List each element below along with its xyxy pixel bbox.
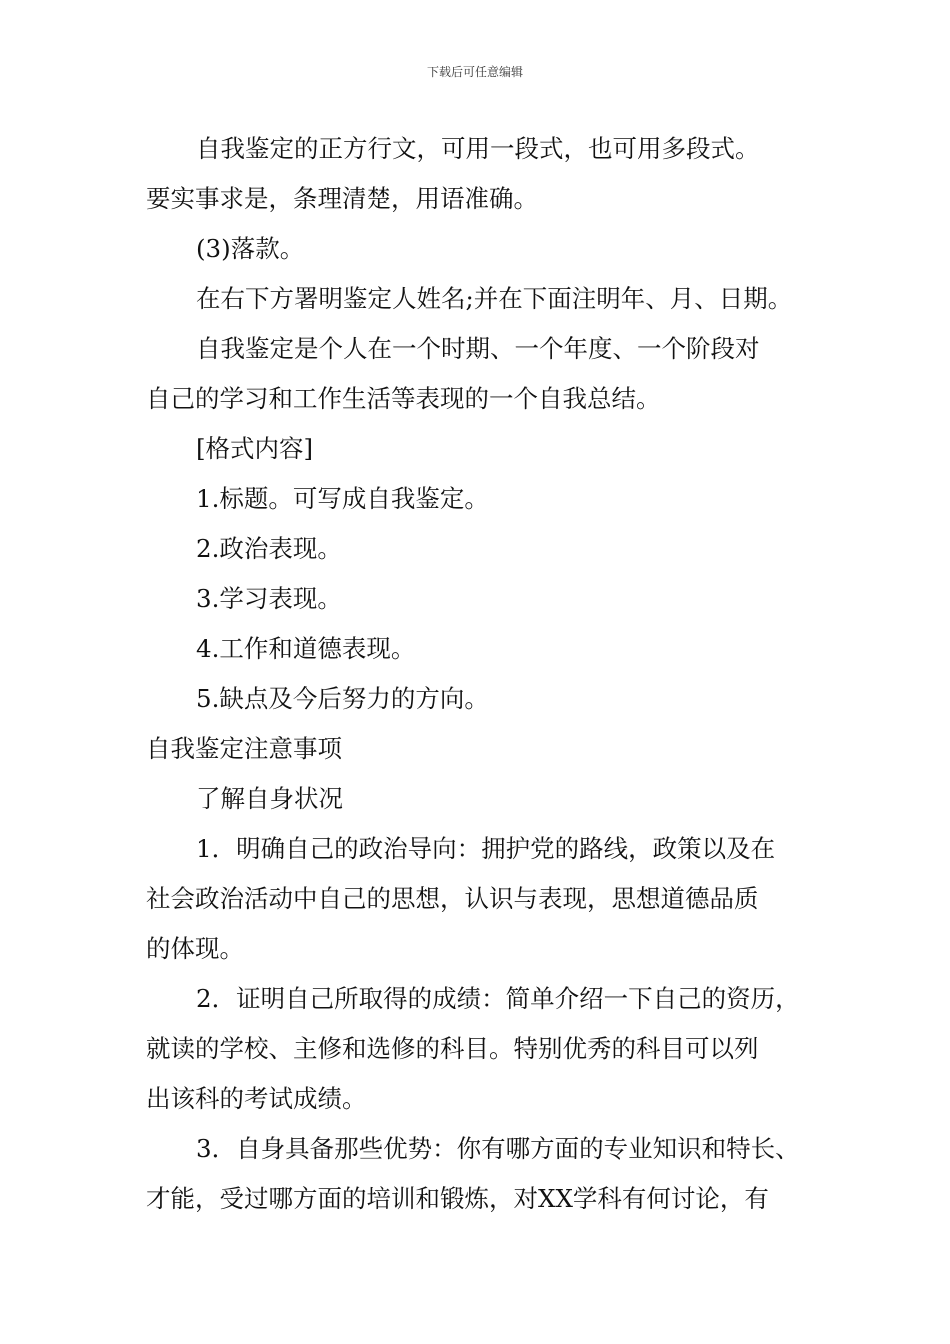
text-line-6: 自己的学习和工作生活等表现的一个自我总结。 [146,384,661,413]
text-line-15: 1．明确自己的政治导向：拥护党的路线，政策以及在 [196,834,776,863]
document-body [146,124,826,1224]
text-line-8: 1.标题。可写成自我鉴定。 [196,484,489,513]
text-line-12: 5.缺点及今后努力的方向。 [196,684,489,713]
text-line-14: 了解自身状况 [196,784,343,813]
text-line-17: 的体现。 [146,934,244,963]
text-line-18: 2．证明自己所取得的成绩：简单介绍一下自己的资历， [196,984,800,1013]
text-line-19: 就读的学校、主修和选修的科目。特别优秀的科目可以列 [146,1034,759,1063]
text-line-3: (3)落款。 [196,234,305,263]
text-line-11: 4.工作和道德表现。 [196,634,416,663]
text-line-7: [格式内容] [196,434,314,463]
text-line-10: 3.学习表现。 [196,584,342,613]
text-line-9: 2.政治表现。 [196,534,342,563]
text-line-1: 自我鉴定的正方行文，可用一段式，也可用多段式。 [196,134,760,163]
section-heading: 自我鉴定注意事项 [146,734,342,763]
text-line-20: 出该科的考试成绩。 [146,1084,367,1113]
text-line-5: 自我鉴定是个人在一个时期、一个年度、一个阶段对 [196,334,760,363]
text-line-2: 要实事求是，条理清楚，用语准确。 [146,184,538,213]
text-line-16: 社会政治活动中自己的思想，认识与表现，思想道德品质 [146,884,759,913]
text-line-4: 在右下方署明鉴定人姓名;并在下面注明年、月、日期。 [196,284,793,313]
text-line-22: 才能，受过哪方面的培训和锻炼，对XX学科有何讨论，有 [146,1184,769,1213]
page-header: 下载后可任意编辑 [426,65,523,79]
text-line-21: 3．自身具备那些优势：你有哪方面的专业知识和特长、 [196,1134,800,1163]
